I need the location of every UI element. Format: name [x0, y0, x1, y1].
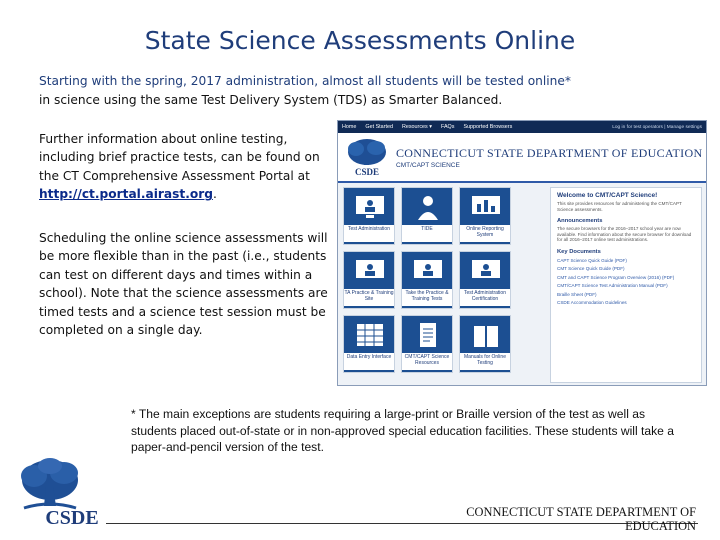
- footer-agency: CONNECTICUT STATE DEPARTMENT OF EDUCATION: [466, 505, 696, 533]
- portal-info-end: .: [212, 187, 217, 202]
- tile-manuals[interactable]: [459, 315, 511, 373]
- portal-agency: [396, 146, 702, 169]
- portal-info-paragraph: [39, 130, 334, 204]
- tile-data-entry[interactable]: [343, 315, 395, 373]
- tile-tide[interactable]: [401, 187, 453, 245]
- tile-practice-tests[interactable]: [401, 251, 453, 309]
- portal-nav-bar: [338, 121, 706, 133]
- intro-paragraph: [39, 72, 679, 110]
- portal-sidebar: [550, 187, 702, 383]
- portal-nav-login[interactable]: Log in for test operators | Manage settings: [612, 124, 702, 130]
- portal-link[interactable]: http://ct.portal.airast.org: [39, 187, 213, 202]
- announcements-heading: Announcements: [557, 218, 603, 225]
- slide-title: State Science Assessments Online: [144, 26, 576, 55]
- monitor-person-icon: [468, 256, 504, 288]
- person-icon: [410, 192, 446, 224]
- tile-label: Take the Practice & Training Tests: [402, 289, 452, 306]
- document-link[interactable]: CMT Science Quick Guide (PDF): [557, 266, 625, 272]
- tile-label: CMT/CAPT Science Resources: [402, 353, 452, 370]
- document-icon: [410, 320, 446, 352]
- announcement-text: The secure browsers for the 2016–2017 school year are now available. Find information about the secure browser for download for all 2016–2017 online test administrations.: [557, 226, 692, 243]
- portal-screenshot: [337, 120, 707, 386]
- tile-test-administration[interactable]: [343, 187, 395, 245]
- tile-label: Online Reporting System: [460, 225, 510, 242]
- tile-online-reporting[interactable]: [459, 187, 511, 245]
- intro-highlight: Starting with the spring, 2017 administration, almost all students will be tested online*: [39, 74, 571, 88]
- tile-label: Manuals for Online Testing: [460, 353, 510, 370]
- csde-logo-icon: [16, 456, 106, 528]
- book-icon: [468, 320, 504, 352]
- monitor-person-icon: [352, 192, 388, 224]
- tile-label: Test Administration: [344, 225, 394, 242]
- welcome-heading: Welcome to CMT/CAPT Science!: [557, 192, 658, 199]
- portal-nav-home[interactable]: Home: [342, 124, 357, 130]
- scheduling-paragraph: Scheduling the online science assessments will be more flexible than in the past (i.e., students can test on different days and times within a school). Note that the science assessments are timed tests and a science test session must be completed on a single day.: [39, 231, 328, 338]
- tile-label: TIDE: [402, 225, 452, 242]
- tile-label: TA Practice & Training Site: [344, 289, 394, 306]
- monitor-person-icon: [352, 256, 388, 288]
- portal-banner: [338, 133, 706, 183]
- tile-label: Data Entry Interface: [344, 353, 394, 370]
- portal-nav-faqs[interactable]: FAQs: [440, 124, 455, 130]
- data-grid-icon: [352, 320, 388, 352]
- portal-nav-browsers[interactable]: Supported Browsers: [463, 124, 513, 130]
- tile-label: Test Administration Certification: [460, 289, 510, 306]
- welcome-text: This site provides resources for administering the CMT/CAPT Science assessments.: [557, 201, 682, 212]
- document-link[interactable]: CSDE Accommodation Guidelines: [557, 300, 627, 305]
- csde-tree-logo-icon: [344, 137, 390, 177]
- portal-nav-resources[interactable]: Resources ▾: [401, 124, 432, 130]
- document-link[interactable]: CAPT Science Quick Guide (PDF): [557, 257, 627, 263]
- document-link[interactable]: Braille Sheet (PDF): [557, 291, 597, 297]
- tile-certification[interactable]: [459, 251, 511, 309]
- portal-nav-get-started[interactable]: Get Started: [365, 124, 393, 130]
- report-chart-icon: [468, 192, 504, 224]
- csde-logo-text: CSDE: [45, 507, 99, 528]
- intro-continuation: in science using the same Test Delivery System (TDS) as Smarter Balanced.: [39, 93, 503, 107]
- portal-agency-sub: CMT/CAPT SCIENCE: [396, 161, 460, 169]
- tile-resources[interactable]: [401, 315, 453, 373]
- tile-ta-practice[interactable]: [343, 251, 395, 309]
- monitor-person-icon: [410, 256, 446, 288]
- portal-info-text: Further information about online testing, including brief practice tests, can be found on the CT Comprehensive Assessment Portal at: [39, 132, 320, 183]
- key-documents-heading: Key Documents: [557, 248, 601, 255]
- document-link[interactable]: CMT and CAPT Science Program Overview (2016) (PDF): [557, 274, 675, 280]
- footnote: * The main exceptions are students requiring a large-print or Braille version of the test as well as students placed out-of-state or in non-approved special education facilities. These students will take a paper-and-pencil version of the test.: [131, 407, 674, 455]
- portal-agency-name: CONNECTICUT STATE DEPARTMENT OF EDUCATION: [396, 145, 703, 160]
- document-link[interactable]: CMT/CAPT Science Test Administration Manual (PDF): [557, 283, 668, 289]
- portal-logo-text: CSDE: [354, 167, 380, 177]
